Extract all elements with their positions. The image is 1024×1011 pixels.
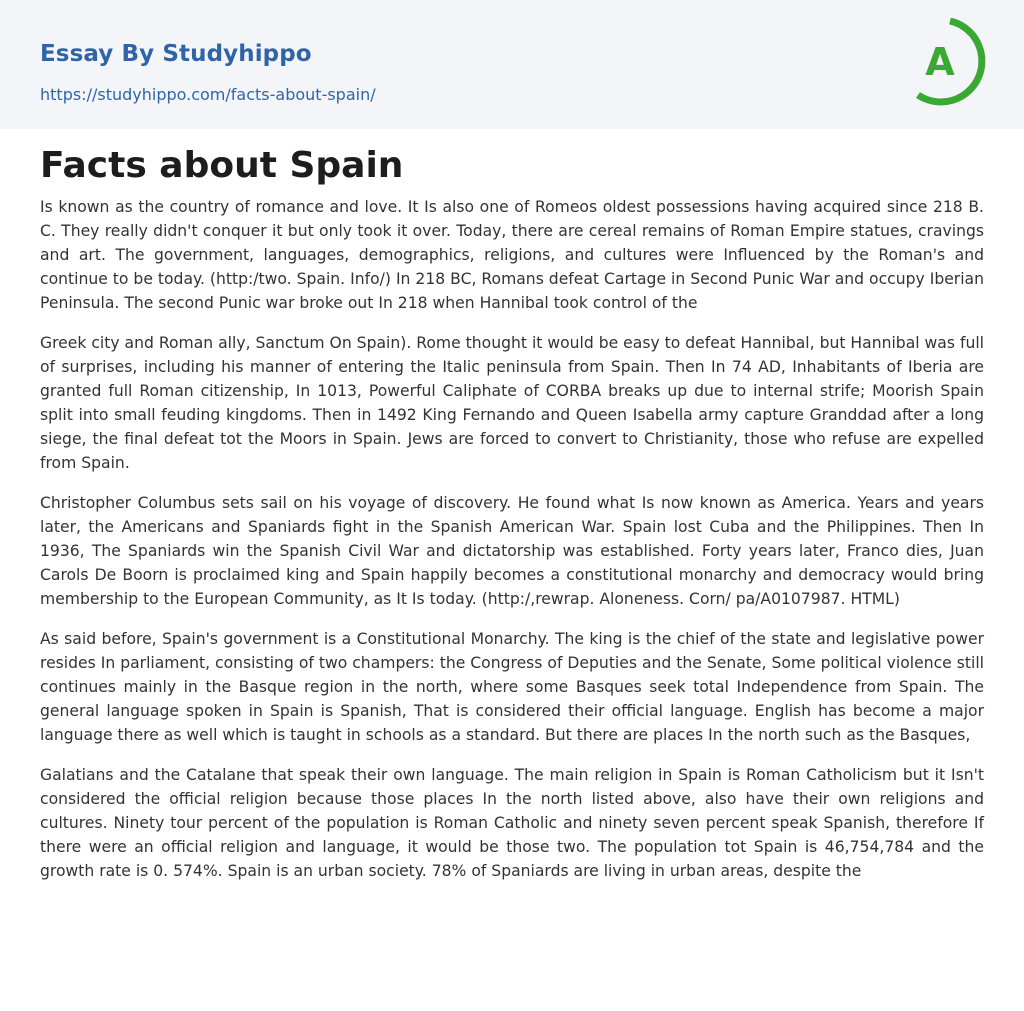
essay-url-link[interactable]: https://studyhippo.com/facts-about-spain/ [40,85,376,104]
brand-title[interactable]: Essay By Studyhippo [40,41,312,67]
essay-body [40,195,984,899]
essay-paragraph: Greek city and Roman ally, Sanctum On Spain). Rome thought it would be easy to defeat Hannibal, but Hannibal was full of surprises, including his manner of entering the Italic peninsula from Spain. Then In 74 AD, Inhabitants of Iberia are granted full Roman citizenship, In 1013, Powerful Caliphate of CORBA breaks up due to internal strife; Moorish Spain split into small feuding kingdoms. Then in 1492 King Fernando and Queen Isabella army capture Granddad after a long siege, the final defeat tot the Moors in Spain. Jews are forced to convert to Christianity, those who refuse are expelled from Spain. [40,334,984,472]
logo-letter: A [925,40,955,84]
essay-paragraph: Is known as the country of romance and love. It Is also one of Romeos oldest possessions having acquired since 218 B. C. They really didn't conquer it but only took it over. Today, there are cereal remains of Roman Empire statues, cravings and art. The government, languages, demographics, religions, and cultures were Influenced by the Roman's and continue to be today. (http:/two. Spain. Info/) In 218 BC, Romans defeat Cartage in Second Punic War and occupy Iberian Peninsula. The second Punic war broke out In 218 when Hannibal took control of the [40,198,984,312]
essay-paragraph: Galatians and the Catalane that speak their own language. The main religion in Spain is Roman Catholicism but it Isn't considered the official religion because those places In the north listed above, also have their own religions and cultures. Ninety tour percent of the population is Roman Catholic and ninety seven percent speak Spanish, therefore If there were an official religion and language, it would be those two. The population tot Spain is 46,754,784 and the growth rate is 0. 574%. Spain is an urban society. 78% of Spaniards are living in urban areas, despite the [40,766,984,880]
essay-paragraph: Christopher Columbus sets sail on his voyage of discovery. He found what Is now known as America. Years and years later, the Americans and Spaniards fight in the Spanish American War. Spain lost Cuba and the Philippines. Then In 1936, The Spaniards win the Spanish Civil War and dictatorship was established. Forty years later, Franco dies, Juan Carols De Boorn is proclaimed king and Spain happily becomes a constitutional monarchy and democracy would bring membership to the European Community, as It Is today. (http:/,rewrap. Aloneness. Corn/ pa/A0107987. HTML) [40,494,984,608]
studyhippo-logo-icon[interactable] [910,18,986,106]
essay-paragraph: As said before, Spain's government is a Constitutional Monarchy. The king is the chief of the state and legislative power resides In parliament, consisting of two champers: the Congress of Deputies and the Senate, Some political violence still continues mainly in the Basque region in the north, where some Basques seek total Independence from Spain. The general language spoken in Spain is Spanish, That is considered their official language. English has become a major language there as well which is taught in schools as a standard. But there are places In the north such as the Basques, [40,630,984,744]
site-header [0,0,1024,129]
essay-title: Facts about Spain [40,145,404,186]
